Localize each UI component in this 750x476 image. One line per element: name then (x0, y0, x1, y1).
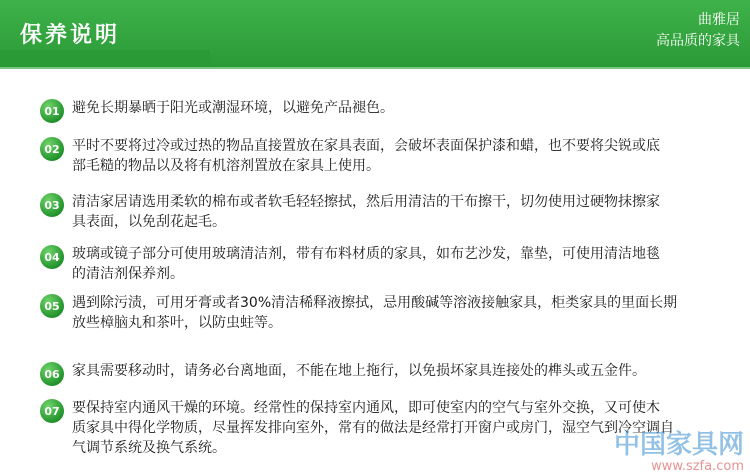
brand-name: 曲雅居 (698, 12, 740, 28)
header-bar (0, 0, 750, 67)
watermark-brand: 中国家具网 (613, 430, 744, 460)
header-divider (0, 67, 750, 69)
list-item-text: 避免长期暴晒于阳光或潮湿环境，以避免产品褪色。 (72, 100, 394, 116)
list-item-text: 平时不要将过冷或过热的物品直接置放在家具表面，会破坏表面保护漆和蜡，也不要将尖锐或底 部毛糙的物品以及将有机溶剂置放在家具上使用。 (72, 138, 660, 174)
list-item-text: 遇到除污渍，可用牙膏或者30%清洁稀释液擦拭，忌用酸碱等溶液接触家具，柜类家具的里面长期 放些樟脑丸和茶叶，以防虫蛀等。 (72, 295, 678, 331)
list-item-text: 清洁家居请选用柔软的棉布或者软毛轻轻擦拭，然后用清洁的干布擦干，切勿使用过硬物抹擦家 具表面，以免刮花起毛。 (72, 194, 660, 230)
number-badge: 05 (40, 294, 64, 318)
watermark (614, 431, 744, 474)
number-badge: 01 (40, 99, 64, 123)
list-item-text: 要保持室内通风干燥的环境。经常性的保持室内通风，即可使室内的空气与室外交换，又可使木 质家具中得化学物质，尽量挥发排向室外，常有的做法是经常打开窗户或房门，湿空气到冷空调自 气调节系统及换气系统。 (72, 400, 674, 456)
page-title: 保养说明 (20, 23, 121, 48)
brand-block (656, 10, 740, 52)
list-item-text: 家具需要移动时，请务必台离地面，不能在地上拖行，以免损坏家具连接处的榫头或五金件。 (72, 363, 646, 379)
number-badge: 06 (40, 362, 64, 386)
list-item-text: 玻璃或镜子部分可使用玻璃清洁剂，带有布料材质的家具，如布艺沙发，靠垫，可使用清洁地毯 的清洁剂保养剂。 (72, 246, 660, 282)
brand-slogan: 高品质的家具 (656, 33, 740, 49)
number-badge: 03 (40, 193, 64, 217)
header-tab-decoration (0, 50, 210, 67)
number-badge: 07 (40, 399, 64, 423)
number-badge: 04 (40, 245, 64, 269)
watermark-url: www.szfa.com (651, 459, 744, 474)
number-badge: 02 (40, 137, 64, 161)
